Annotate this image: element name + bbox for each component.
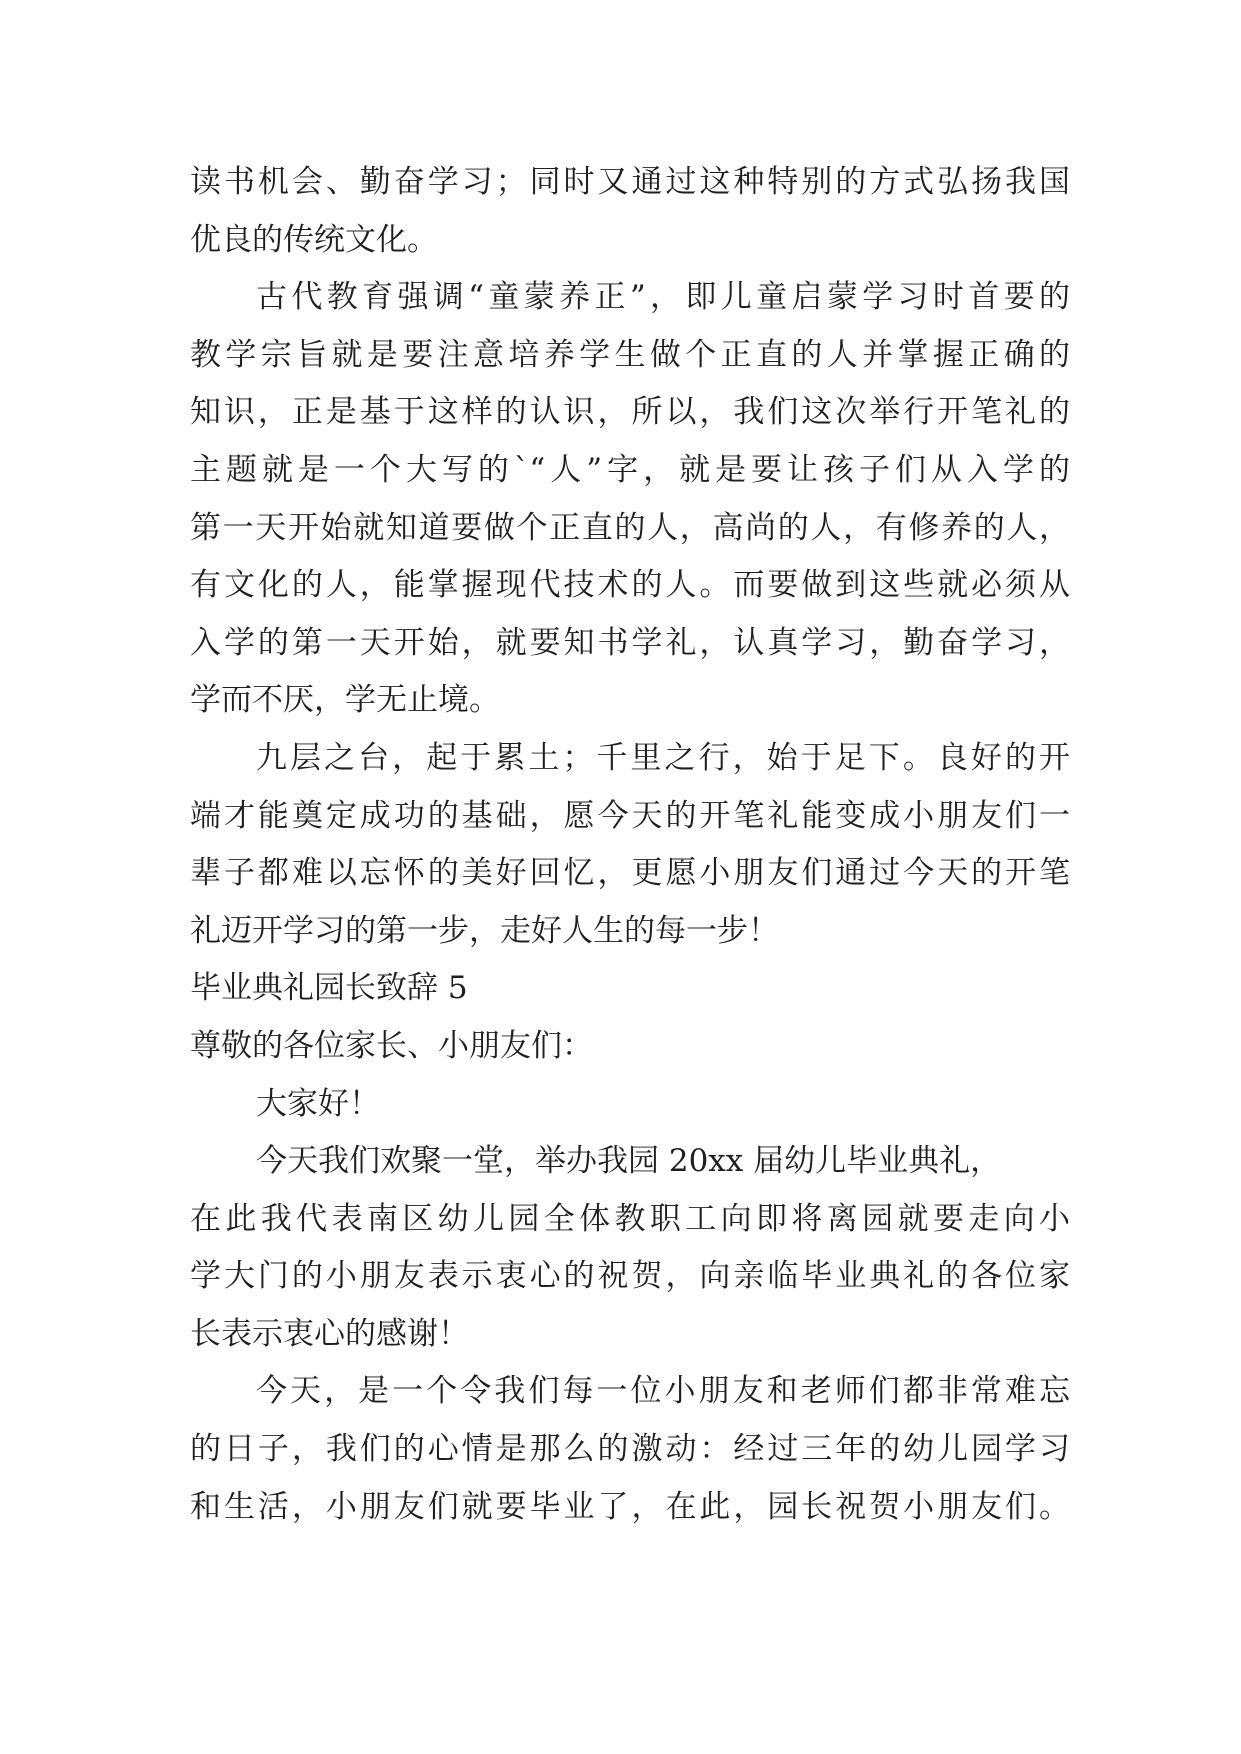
text-line: 礼迈开学习的第一步，走好人生的每一步！	[190, 912, 779, 949]
text-line: 学大门的小朋友表示衷心的祝贺，向亲临毕业典礼的各位家	[190, 1258, 1070, 1295]
text-line: 入学的第一天开始，就要知书学礼，认真学习，勤奋学习，	[190, 624, 1070, 661]
text-line: 在此我代表南区幼儿园全体教职工向即将离园就要走向小	[190, 1200, 1070, 1237]
text-line: 古代教育强调“童蒙养正”，即儿童启蒙学习时首要的	[256, 279, 1070, 316]
text-line: 主题就是一个大写的`“人”字，就是要让孩子们从入学的	[190, 451, 1070, 488]
text-line: 辈子都难以忘怀的美好回忆，更愿小朋友们通过今天的开笔	[190, 855, 1070, 892]
greeting: 大家好！	[256, 1085, 380, 1122]
text-line: 今天我们欢聚一堂，举办我园 20xx 届幼儿毕业典礼，	[256, 1143, 1002, 1180]
salutation: 尊敬的各位家长、小朋友们：	[190, 1027, 593, 1064]
text-line: 知识，正是基于这样的认识，所以，我们这次举行开笔礼的	[190, 394, 1070, 431]
text-line: 优良的传统文化。	[190, 221, 438, 258]
text-line: 和生活，小朋友们就要毕业了，在此，园长祝贺小朋友们。	[190, 1488, 1070, 1525]
text-line: 的日子，我们的心情是那么的激动：经过三年的幼儿园学习	[190, 1431, 1070, 1468]
text-line: 学而不厌，学无止境。	[190, 682, 500, 719]
document-body	[190, 154, 1070, 1536]
text-line: 长表示衷心的感谢！	[190, 1315, 469, 1352]
text-line: 教学宗旨就是要注意培养学生做个正直的人并掌握正确的	[190, 336, 1070, 373]
text-line: 九层之台，起于累土；千里之行，始于足下。良好的开	[256, 739, 1070, 776]
text-line: 今天，是一个令我们每一位小朋友和老师们都非常难忘	[256, 1373, 1070, 1410]
text-line: 端才能奠定成功的基础，愿今天的开笔礼能变成小朋友们一	[190, 797, 1070, 834]
text-line: 有文化的人，能掌握现代技术的人。而要做到这些就必须从	[190, 567, 1070, 604]
text-line: 第一天开始就知道要做个正直的人，高尚的人，有修养的人，	[190, 509, 1070, 546]
section-heading: 毕业典礼园长致辞 5	[190, 970, 468, 1007]
text-line: 读书机会、勤奋学习；同时又通过这种特别的方式弘扬我国	[190, 164, 1070, 200]
